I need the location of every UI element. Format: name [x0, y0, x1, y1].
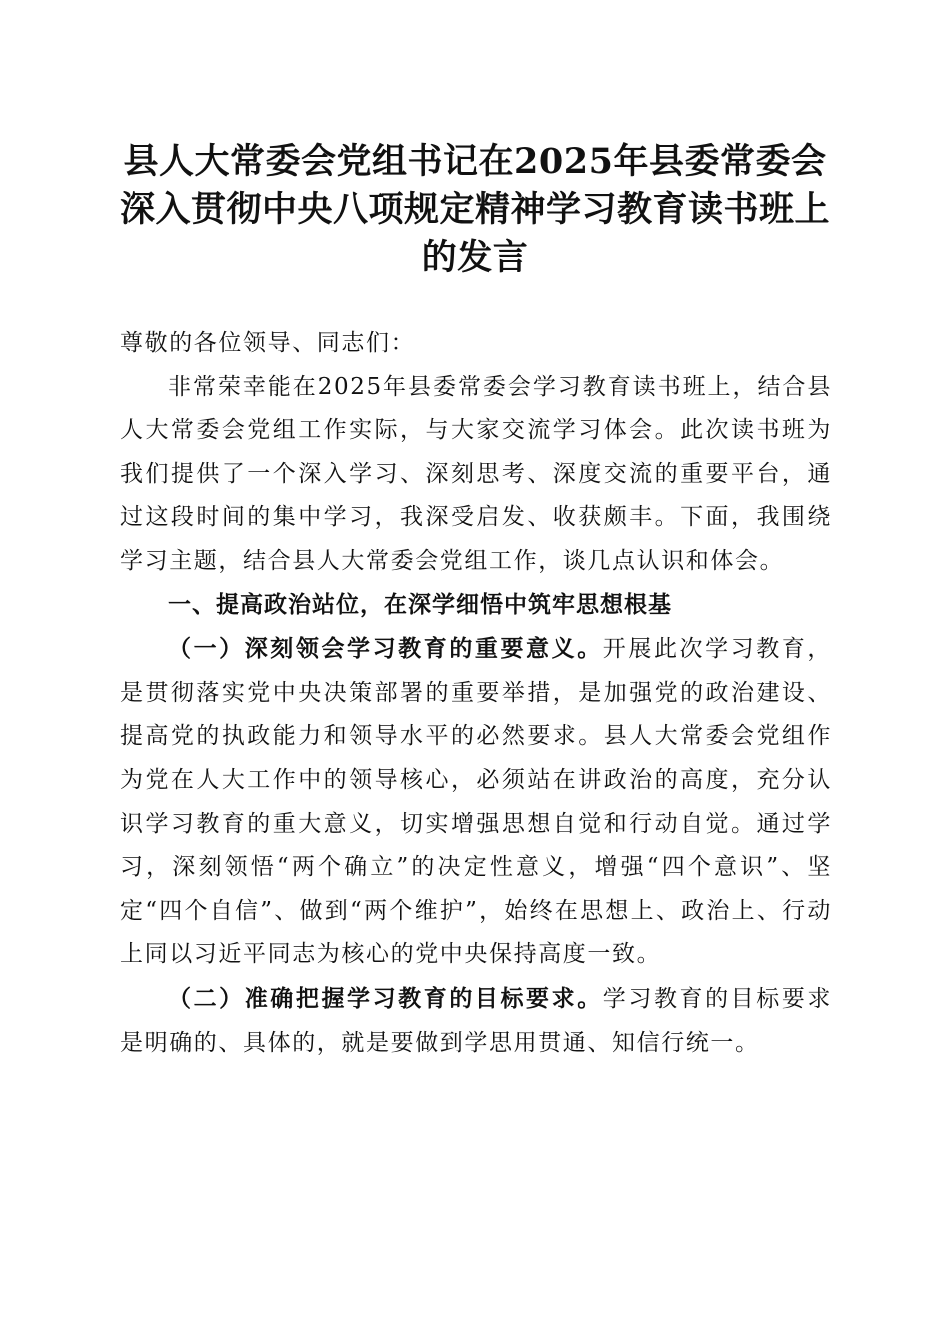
subsection-1-text: 开展此次学习教育，是贯彻落实党中央决策部署的重要举措，是加强党的政治建设、提高党的执政能力和领导水平的必然要求。县人大常委会党组作为党在人大工作中的领导核心，必须站在讲政治的高度，充分认识学习教育的重大意义，切实增强思想自觉和行动自觉。通过学习，深刻领悟“两个确立”的决定性意义，增强“四个意识”、坚定“四个自信”、做到“两个维护”，始终在思想上、政治上、行动上同以习近平同志为核心的党中央保持高度一致。 [120, 636, 833, 968]
section-1-heading: 一、提高政治站位，在深学细悟中筑牢思想根基 [168, 591, 672, 618]
subsection-1-paragraph [120, 627, 832, 977]
subsection-2-lead: （二）准确把握学习教育的目标要求。 [168, 984, 603, 1012]
subsection-2-text: 学习教育的目标要求是明确的、具体的，就是要做到学思用贯通、知信行统一。 [120, 985, 833, 1056]
subsection-1-lead: （一）深刻领会学习教育的重要意义。 [168, 635, 603, 663]
title-line-1: 县人大常委会党组书记在2025年县委常委会 [123, 141, 827, 182]
title-line-2: 深入贯彻中央八项规定精神学习教育读书班上 [119, 189, 830, 230]
subsection-2-paragraph [120, 977, 832, 1065]
intro-paragraph: 非常荣幸能在2025年县委常委会学习教育读书班上，结合县人大常委会党组工作实际，与大家交流学习体会。此次读书班为我们提供了一个深入学习、深刻思考、深度交流的重要平台，通过这段时间的集中学习，我深受启发、收获颇丰。下面，我围绕学习主题，结合县人大常委会党组工作，谈几点认识和体会。 [120, 373, 832, 574]
document-title [110, 138, 840, 282]
salutation: 尊敬的各位领导、同志们： [120, 330, 416, 356]
title-line-3: 的发言 [421, 237, 529, 278]
document-body [120, 322, 832, 1065]
